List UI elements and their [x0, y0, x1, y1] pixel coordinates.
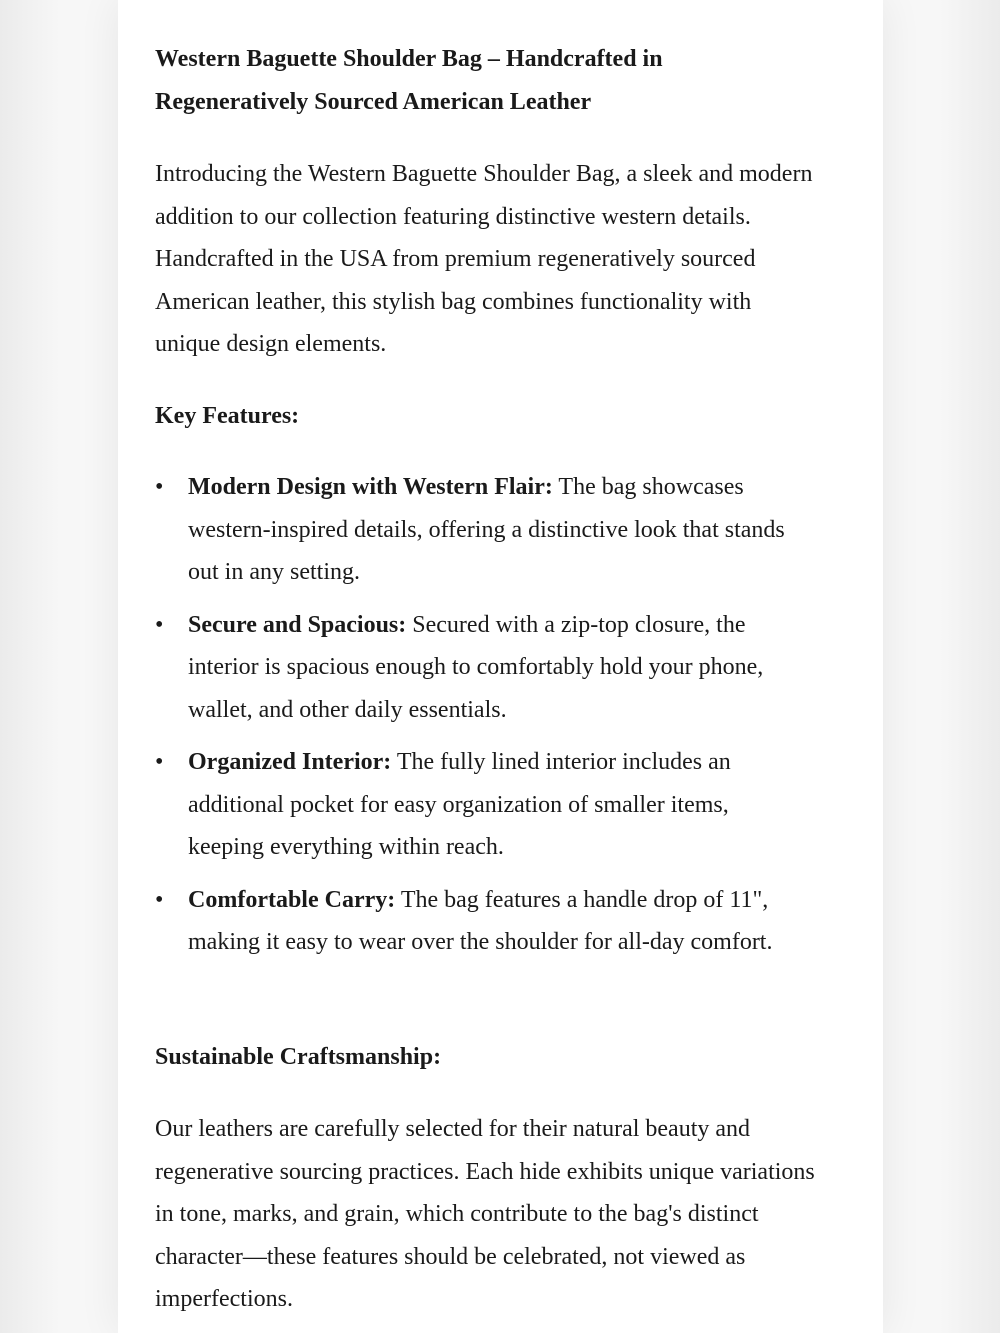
list-item [155, 466, 800, 594]
features-list [155, 466, 825, 974]
feature-label: Comfortable Carry: [188, 886, 396, 913]
feature-text: The bag features a handle drop of 11", making it easy to wear over the shoulder for all-day comfort. [188, 886, 773, 955]
feature-label: Organized Interior: [188, 749, 392, 775]
craftsmanship-heading: Sustainable Craftsmanship: [155, 1044, 442, 1070]
bullet-icon: • [155, 474, 164, 500]
key-features-heading: Key Features: [155, 403, 300, 429]
feature-text: The bag showcases western-inspired details, offering a distinctive look that stands out in any setting. [188, 474, 785, 585]
bullet-icon: • [155, 611, 164, 638]
list-item [155, 879, 800, 964]
list-item [155, 604, 800, 732]
craftsmanship-paragraph: Our leathers are carefully selected for their natural beauty and regenerative sourcing practices. Each hide exhibits unique variations in tone, marks, and grain, which contribute to the bag's distinct character—these features should be celebrated, not viewed as imperfections. [155, 1116, 815, 1312]
bullet-icon: • [155, 749, 164, 775]
bullet-icon: • [155, 886, 164, 913]
product-title: Western Baguette Shoulder Bag – Handcrafted in Regeneratively Sourced American Leather [155, 46, 663, 115]
feature-label: Secure and Spacious: [188, 611, 407, 638]
list-item [155, 741, 800, 869]
intro-paragraph: Introducing the Western Baguette Shoulder Bag, a sleek and modern addition to our collection featuring distinctive western details. Handcrafted in the USA from premium regeneratively sourced American leather, this stylish bag combines functionality with unique design elements. [155, 161, 813, 357]
feature-label: Modern Design with Western Flair: [188, 474, 553, 500]
feature-text: Secured with a zip-top closure, the interior is spacious enough to comfortably hold your phone, wallet, and other daily essentials. [188, 611, 764, 723]
feature-text: The fully lined interior includes an additional pocket for easy organization of smaller items, keeping everything within reach. [188, 749, 731, 860]
document-page [118, 0, 883, 1333]
